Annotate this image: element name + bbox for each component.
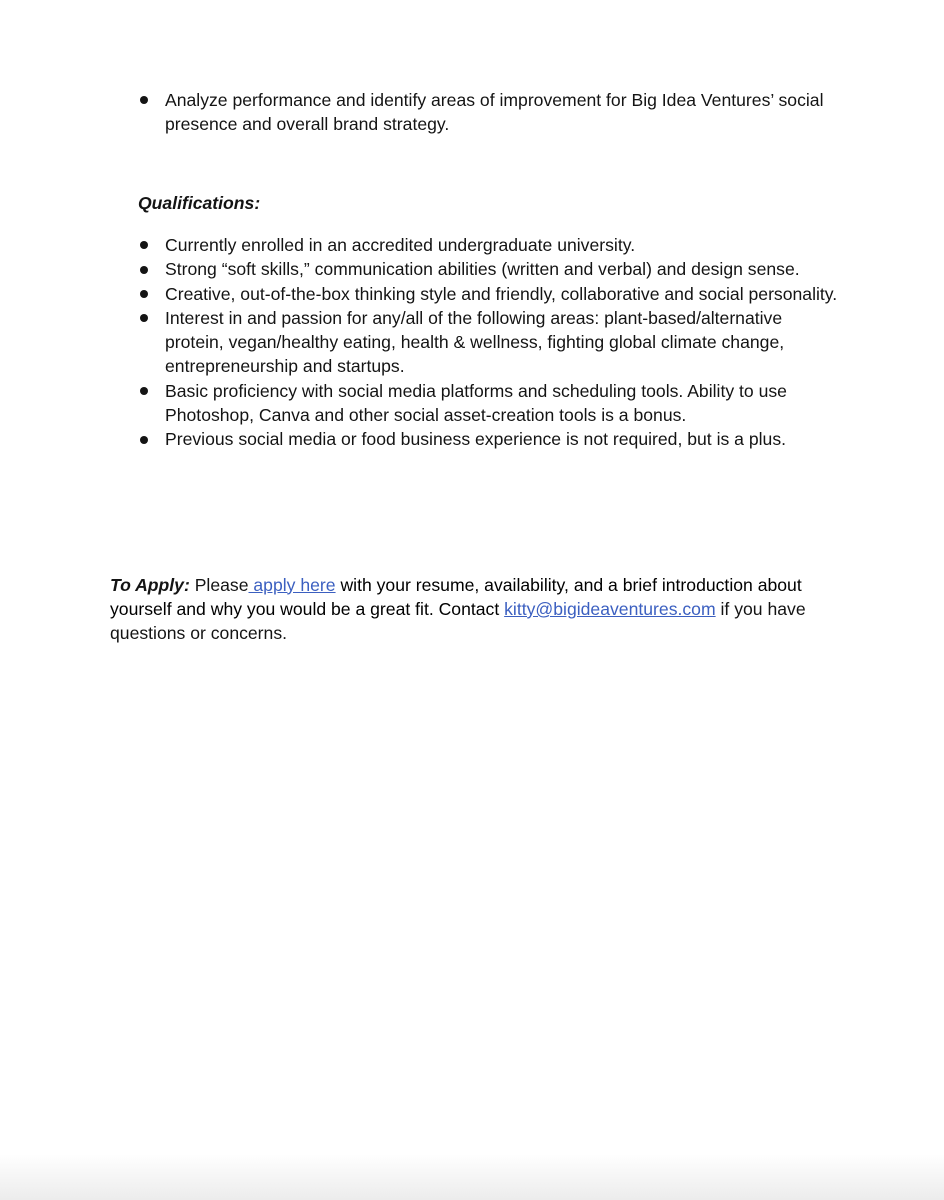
bullet-text: Interest in and passion for any/all of the following areas: plant-based/alternative protein, vegan/healthy eating, health & wellness, fighting global climate change, entrepreneurship and startups. — [165, 307, 785, 377]
list-item — [138, 306, 838, 379]
list-item — [138, 379, 838, 428]
apply-paragraph — [110, 573, 832, 646]
page-bottom-edge — [0, 1154, 944, 1200]
list-item — [138, 88, 838, 137]
list-item — [138, 427, 838, 451]
qualifications-heading: Qualifications: — [138, 193, 261, 213]
bullet-text: Strong “soft skills,” communication abilities (written and verbal) and design sense. — [165, 259, 800, 280]
bullet-text: Analyze performance and identify areas of improvement for Big Idea Ventures’ social presence and overall brand strategy. — [165, 90, 824, 135]
bullet-icon — [138, 257, 150, 281]
apply-text-end: if you have questions or concerns. — [110, 598, 806, 644]
bullet-icon — [138, 88, 150, 112]
apply-here-link[interactable]: apply here — [248, 574, 336, 595]
bullet-text: Basic proficiency with social media platforms and scheduling tools. Ability to use Photoshop, Canva and other social asset-creation tools is a bonus. — [165, 380, 787, 426]
bullet-icon — [138, 306, 150, 330]
bullet-icon — [138, 233, 150, 257]
bullet-text: Creative, out-of-the-box thinking style and friendly, collaborative and social personality. — [165, 283, 838, 304]
bullet-icon — [138, 282, 150, 306]
list-item — [138, 257, 838, 281]
bullet-text: Currently enrolled in an accredited undergraduate university. — [165, 235, 636, 255]
bullet-icon — [138, 379, 150, 403]
responsibilities-list — [138, 88, 838, 137]
qualifications-list — [138, 233, 838, 452]
list-item — [138, 282, 838, 306]
bullet-text: Previous social media or food business experience is not required, but is a plus. — [165, 429, 787, 450]
apply-lead: To Apply: — [110, 574, 190, 595]
bullet-icon — [138, 427, 150, 451]
list-item — [138, 233, 838, 257]
contact-email-link[interactable]: kitty@bigideaventures.com — [504, 598, 716, 619]
apply-text-before-link: Please — [189, 574, 249, 595]
apply-text-after-link: with your resume, availability, and a brief introduction about yourself and why you would be a great fit. Contact — [110, 574, 802, 619]
